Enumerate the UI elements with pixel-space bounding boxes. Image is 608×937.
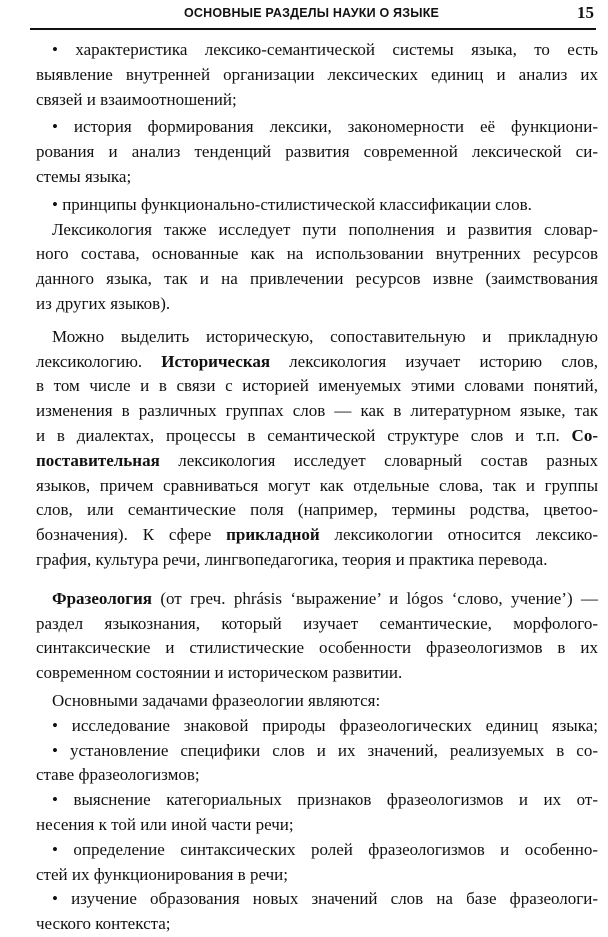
- text-line: Основными задачами фразеологии являются:: [52, 690, 381, 710]
- text-line: выявление внутренней организации лексических единиц и анализ их: [36, 64, 598, 84]
- bullet-item: [36, 887, 598, 937]
- text-line: Можно выделить историческую, сопоставительную и прикладную: [52, 326, 598, 346]
- running-header: [30, 0, 596, 30]
- text-line: из других языков).: [36, 293, 171, 313]
- term-historical: Историческая: [161, 351, 271, 371]
- text-line: • исследование знаковой природы фразеологических единиц языка;: [52, 715, 598, 735]
- page-body: [36, 38, 598, 937]
- text-line: • выяснение категориальных признаков фразеологизмов и их от-: [52, 790, 598, 810]
- header-title: ОСНОВНЫЕ РАЗДЕЛЫ НАУКИ О ЯЗЫКЕ: [184, 6, 440, 20]
- text-line: раздел языкознания, который изучает семантические, морфолого-: [36, 613, 598, 633]
- text-line: [36, 523, 598, 548]
- text-line: изменения в различных группах слов — как в литературном языке, так: [36, 401, 598, 421]
- text-line: • принципы функционально-стилистической классификации слов.: [52, 194, 532, 214]
- text-line: ческого контекста;: [36, 914, 171, 934]
- term-applied: прикладной: [226, 525, 320, 545]
- text-run: лексикологию.: [36, 351, 162, 371]
- text-line: • изучение образования новых значений слов на базе фразеологи-: [52, 889, 598, 909]
- text-line: в том числе и в связи с историей именуемых этими словами понятий,: [36, 376, 598, 396]
- text-line: ставе фразеологизмов;: [36, 765, 200, 785]
- paragraph: [36, 325, 598, 573]
- text-run: лексикологии относится лексико-: [319, 525, 598, 545]
- bullet-item: [36, 193, 598, 218]
- page-number: 15: [577, 3, 594, 22]
- bullet-item: [36, 38, 598, 112]
- text-line: синтаксические и стилистические особенности фразеологизмов в их: [36, 638, 598, 658]
- term-comparative-start: Со-: [571, 425, 598, 445]
- text-line: [36, 424, 598, 449]
- text-line: современном состоянии и историческом развитии.: [36, 663, 403, 683]
- text-line: графия, культура речи, лингвопедагогика, теория и практика перевода.: [36, 549, 548, 569]
- text-line: Лексикология также исследует пути пополнения и развития словар-: [52, 219, 598, 239]
- bullet-item: [36, 788, 598, 838]
- text-line: рования и анализ тенденций развития современной лексической си-: [36, 142, 598, 162]
- text-line: стей их функционирования в речи;: [36, 864, 288, 884]
- text-run: лексикология изучает историю слов,: [270, 351, 599, 371]
- paragraph: [36, 218, 598, 317]
- text-run: и в диалектах, процессы в семантической структуре слов и т.п.: [36, 425, 572, 445]
- text-line: • история формирования лексики, закономерности её функциони-: [52, 117, 598, 137]
- text-run: лексикология исследует словарный состав разных: [159, 450, 598, 470]
- bullet-item: [36, 739, 598, 789]
- text-line: связей и взаимоотношений;: [36, 89, 237, 109]
- term-comparative-end: поставительная: [36, 450, 160, 470]
- text-line: несения к той или иной части речи;: [36, 814, 294, 834]
- paragraph: [36, 689, 598, 714]
- text-line: [36, 449, 598, 474]
- text-line: [36, 350, 598, 375]
- text-line: • определение синтаксических ролей фразеологизмов и особенно-: [52, 839, 598, 859]
- text-line: языков, причем сравниваться могут как отдельные слова, так и группы: [36, 475, 598, 495]
- text-line: • установление специфики слов и их значений, реализуемых в со-: [52, 740, 598, 760]
- text-line: • характеристика лексико-семантической системы языка, то есть: [52, 40, 598, 59]
- paragraph: [36, 587, 598, 686]
- text-line: стемы языка;: [36, 166, 132, 186]
- text-run: (от греч. phrásis ‘выражение’ и lógos ‘слово, учение’) —: [151, 588, 598, 608]
- text-line: слов, или семантические поля (например, термины родства, цветоо-: [36, 500, 598, 520]
- text-line: [36, 587, 598, 612]
- bullet-item: [36, 838, 598, 888]
- term-phraseology: Фразеология: [52, 588, 152, 608]
- text-run: бозначения). К сфере: [36, 525, 227, 545]
- text-line: данного языка, так и на привлечении ресурсов извне (заимствования: [36, 269, 598, 289]
- text-line: ного состава, основанные как на использовании внутренних ресурсов: [36, 244, 598, 264]
- bullet-item: [36, 115, 598, 189]
- bullet-item: [36, 714, 598, 739]
